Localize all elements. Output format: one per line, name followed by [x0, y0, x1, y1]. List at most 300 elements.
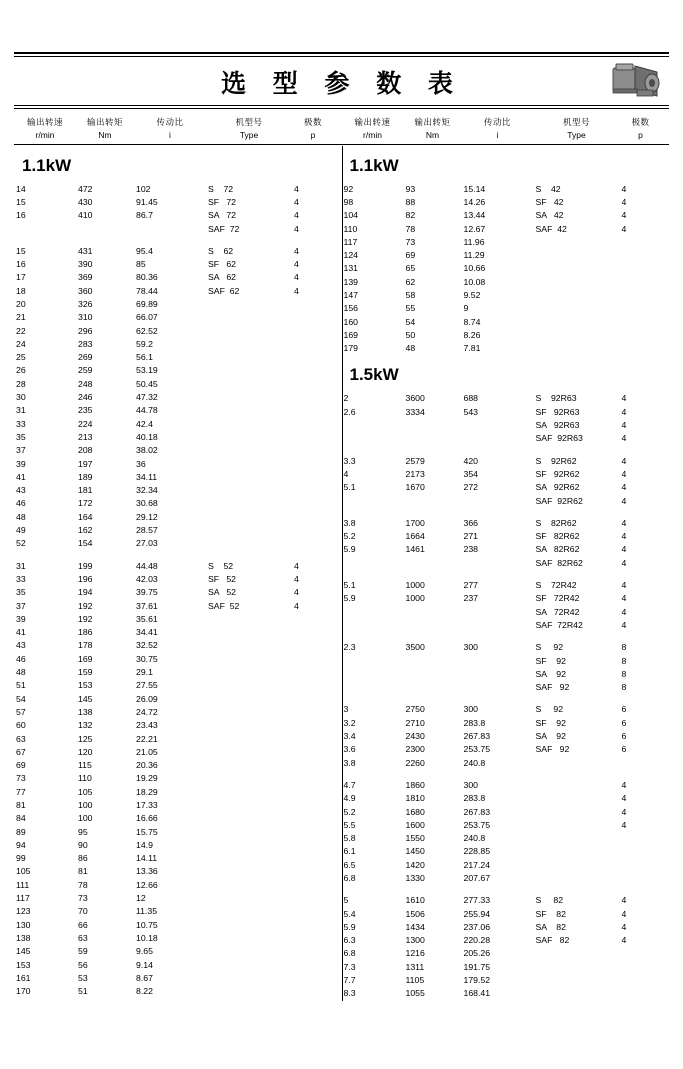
cell-type: [208, 959, 294, 972]
cell-type: [536, 276, 622, 289]
cell-ratio: 50.45: [136, 378, 158, 389]
cell-output-speed: 6.1: [343, 846, 356, 857]
cell-type: [208, 431, 294, 444]
header-output-torque-2: 输出转矩 Nm: [414, 118, 451, 141]
table-row: [344, 276, 664, 289]
cell-output-torque: 78: [405, 223, 416, 234]
cell-ratio: 21.05: [136, 746, 158, 757]
cell-ratio: 217.24: [463, 859, 491, 870]
table-row: [16, 183, 336, 196]
cell-ratio: 44.48: [136, 560, 158, 571]
cell-ratio: 179.52: [463, 975, 491, 986]
cell-output-speed: 16: [16, 210, 26, 221]
cell-poles: 4: [621, 921, 627, 932]
cell-ratio: 30.75: [136, 653, 158, 664]
cell-type: [208, 653, 294, 666]
cell-output-torque: [406, 495, 464, 508]
cell-ratio: 688: [463, 393, 478, 404]
cell-output-torque: 431: [78, 245, 93, 256]
cell-poles: [294, 786, 336, 799]
cell-output-torque: 93: [405, 183, 416, 194]
table-row: [16, 812, 336, 825]
cell-output-torque: 2260: [405, 757, 425, 768]
cell-poles: [294, 653, 336, 666]
cell-type: SAF 82R62: [535, 557, 583, 568]
cell-ratio: 86.7: [136, 210, 153, 221]
cell-ratio: 62.52: [136, 325, 158, 336]
cell-type: [536, 947, 622, 960]
table-row: [344, 289, 664, 302]
cell-output-torque: 1670: [405, 482, 425, 493]
cell-type: [208, 852, 294, 865]
cell-poles: 4: [621, 895, 627, 906]
cell-output-torque: 1311: [405, 961, 425, 972]
table-row: [16, 985, 336, 998]
cell-output-torque: 70: [78, 906, 88, 917]
cell-type: [208, 985, 294, 998]
cell-ratio: [464, 606, 536, 619]
cell-type: [536, 302, 622, 315]
cell-poles: 4: [621, 908, 627, 919]
cell-ratio: 10.18: [136, 932, 158, 943]
cell-type: [208, 719, 294, 732]
table-row: [16, 626, 336, 639]
table-body: [14, 146, 669, 1001]
cell-output-torque: 3500: [405, 642, 425, 653]
cell-output-torque: 197: [78, 458, 93, 469]
cell-output-torque: 192: [78, 613, 93, 624]
cell-output-torque: 326: [78, 299, 93, 309]
cell-ratio: 168.41: [463, 988, 491, 999]
cell-output-speed: 138: [16, 932, 31, 943]
cell-poles: [294, 693, 336, 706]
table-row: [344, 316, 664, 329]
cell-output-torque: 246: [78, 392, 93, 403]
cell-output-speed: 110: [343, 223, 358, 234]
cell-ratio: 30.68: [136, 498, 158, 509]
table-row: [16, 666, 336, 679]
cell-output-speed: 46: [16, 498, 26, 509]
table-row: [16, 945, 336, 958]
table-row: [344, 921, 664, 934]
cell-type: [208, 733, 294, 746]
table-row: [344, 579, 664, 592]
cell-output-speed: 104: [343, 210, 358, 221]
cell-output-speed: 67: [16, 746, 26, 757]
cell-ratio: 15.14: [463, 183, 486, 194]
cell-poles: 4: [621, 806, 627, 817]
cell-output-torque: 1680: [405, 806, 425, 817]
table-row: [16, 852, 336, 865]
cell-output-speed: 57: [16, 706, 26, 717]
cell-output-speed: 15: [16, 196, 26, 207]
cell-output-torque: 154: [78, 538, 93, 549]
cell-output-speed: 3.4: [343, 731, 356, 742]
table-row: [344, 329, 664, 342]
cell-type: [208, 511, 294, 524]
page-title: 选 型 参 数 表: [221, 69, 462, 98]
cell-output-torque: 82: [405, 210, 416, 221]
table-row: [16, 959, 336, 972]
cell-ratio: 102: [136, 183, 151, 194]
cell-ratio: 27.55: [136, 680, 158, 691]
power-rating-heading: 1.5kW: [349, 365, 399, 385]
cell-output-speed: [344, 432, 406, 445]
cell-output-torque: 1610: [405, 895, 425, 906]
cell-ratio: 22.21: [136, 733, 158, 744]
table-row: [344, 468, 664, 481]
cell-poles: 4: [621, 819, 627, 830]
column-headers-left: [14, 117, 342, 142]
group-spacer: [344, 446, 664, 455]
table-row: [344, 223, 664, 236]
table-row: [16, 311, 336, 324]
cell-output-torque: 59: [78, 946, 88, 957]
cell-type: S 92: [535, 704, 564, 715]
cell-ratio: 267.83: [463, 731, 491, 742]
cell-output-torque: 194: [78, 587, 93, 598]
cell-type: [208, 364, 294, 377]
spec-table: [16, 183, 336, 999]
header-type: 机型号 Type: [235, 118, 263, 141]
cell-ratio: 9.65: [136, 946, 153, 957]
cell-output-torque: [406, 432, 464, 445]
cell-output-speed: 73: [16, 773, 26, 784]
cell-output-speed: 49: [16, 525, 26, 536]
cell-poles: 4: [294, 272, 299, 283]
cell-output-torque: 58: [405, 290, 416, 300]
cell-ratio: 8.22: [136, 986, 153, 997]
cell-output-speed: 63: [16, 733, 26, 744]
cell-output-speed: 43: [16, 485, 26, 496]
cell-type: SAF 92R63: [535, 433, 583, 444]
cell-type: [208, 613, 294, 626]
cell-output-speed: [344, 495, 406, 508]
cell-output-torque: 81: [78, 866, 88, 877]
cell-output-speed: 5.1: [343, 482, 356, 493]
cell-output-speed: 22: [16, 325, 26, 336]
cell-ratio: [464, 557, 536, 570]
cell-poles: 4: [621, 482, 627, 493]
table-row: [344, 530, 664, 543]
cell-output-speed: 5.4: [343, 908, 356, 919]
cell-poles: [294, 852, 336, 865]
cell-poles: [622, 342, 664, 355]
cell-poles: [622, 316, 664, 329]
cell-poles: [294, 892, 336, 905]
cell-poles: [294, 879, 336, 892]
power-rating-heading: 1.1kW: [349, 155, 399, 175]
cell-output-torque: 472: [78, 183, 93, 194]
cell-type: SF 82: [535, 908, 566, 919]
cell-type: SA 92R63: [535, 420, 580, 431]
cell-ratio: 300: [463, 779, 478, 790]
cell-type: [208, 905, 294, 918]
cell-type: [208, 932, 294, 945]
cell-type: [208, 706, 294, 719]
cell-ratio: [464, 681, 536, 694]
cell-type: SF 82R62: [535, 531, 580, 542]
cell-output-speed: 105: [16, 866, 31, 877]
cell-output-torque: [406, 606, 464, 619]
cell-ratio: 85: [136, 259, 146, 270]
cell-poles: [622, 276, 664, 289]
cell-output-torque: 410: [78, 210, 93, 221]
table-row: [344, 236, 664, 249]
cell-ratio: [464, 655, 536, 668]
cell-output-speed: 15: [16, 245, 26, 256]
cell-poles: [294, 298, 336, 311]
cell-output-torque: 100: [78, 799, 93, 810]
cell-type: S 62: [208, 245, 234, 256]
cell-type: [208, 945, 294, 958]
cell-output-torque: 224: [78, 418, 93, 429]
cell-output-torque: 213: [78, 431, 93, 442]
cell-type: SF 92: [535, 655, 566, 666]
group-spacer: [344, 694, 664, 703]
cell-output-speed: 51: [16, 680, 26, 691]
cell-poles: [622, 947, 664, 960]
table-row: [16, 511, 336, 524]
cell-type: SF 92R62: [535, 468, 580, 479]
cell-output-torque: 1550: [405, 833, 425, 844]
cell-poles: [294, 311, 336, 324]
cell-poles: [622, 236, 664, 249]
cell-output-speed: 14: [16, 183, 26, 194]
cell-output-speed: 48: [16, 511, 26, 522]
cell-poles: 4: [621, 196, 627, 207]
cell-ratio: 13.44: [463, 210, 486, 221]
right-column: [342, 146, 670, 1001]
cell-output-speed: 28: [16, 378, 26, 389]
table-row: [344, 249, 664, 262]
cell-type: SF 72: [208, 196, 237, 207]
cell-output-speed: 2.3: [343, 642, 356, 653]
cell-output-speed: 5.9: [343, 921, 356, 932]
cell-type: [208, 311, 294, 324]
cell-poles: [294, 932, 336, 945]
cell-output-speed: 5.9: [343, 593, 356, 604]
group-spacer: [16, 236, 336, 245]
cell-poles: [622, 845, 664, 858]
cell-output-speed: 170: [16, 986, 31, 997]
cell-poles: [294, 959, 336, 972]
cell-ratio: 13.36: [136, 866, 158, 877]
cell-output-torque: 2300: [405, 744, 425, 755]
cell-ratio: 23.43: [136, 720, 158, 731]
cell-poles: 4: [621, 223, 627, 234]
cell-type: [536, 792, 622, 805]
cell-output-torque: 1600: [405, 819, 425, 830]
cell-type: [536, 329, 622, 342]
cell-poles: 4: [621, 468, 627, 479]
cell-ratio: 8.74: [463, 316, 481, 327]
cell-output-speed: 21: [16, 312, 26, 323]
header-type-2: 机型号 Type: [562, 118, 590, 141]
cell-type: SA 62: [208, 272, 237, 283]
table-row: [16, 799, 336, 812]
cell-ratio: 300: [463, 642, 478, 653]
cell-output-speed: 33: [16, 573, 26, 584]
cell-type: [208, 325, 294, 338]
header-poles: 极数 p: [303, 118, 322, 141]
table-row: [16, 892, 336, 905]
cell-ratio: 277: [463, 580, 478, 591]
cell-output-torque: 1330: [405, 872, 425, 883]
cell-ratio: 9.14: [136, 959, 153, 970]
cell-poles: [294, 613, 336, 626]
cell-type: S 82: [535, 895, 564, 906]
cell-ratio: 420: [463, 455, 478, 466]
cell-ratio: 255.94: [463, 908, 491, 919]
cell-output-torque: 132: [78, 720, 93, 731]
cell-type: [536, 987, 622, 1000]
cell-poles: 4: [621, 606, 627, 617]
cell-type: [536, 342, 622, 355]
cell-output-torque: 181: [78, 485, 93, 496]
cell-output-speed: 6.5: [343, 859, 356, 870]
cell-type: S 92R62: [535, 455, 577, 466]
cell-output-speed: 26: [16, 365, 26, 376]
cell-poles: 6: [621, 704, 627, 715]
cell-output-speed: 3.8: [343, 757, 356, 768]
cell-poles: 4: [294, 245, 299, 256]
cell-ratio: 32.52: [136, 640, 158, 651]
cell-output-torque: 1105: [405, 975, 425, 986]
cell-output-torque: 86: [78, 853, 88, 864]
cell-poles: 4: [621, 593, 627, 604]
cell-poles: [294, 325, 336, 338]
cell-poles: [294, 458, 336, 471]
cell-poles: 4: [294, 600, 299, 611]
cell-output-torque: [78, 223, 136, 236]
cell-poles: [294, 759, 336, 772]
cell-output-torque: 50: [405, 329, 416, 340]
cell-output-torque: 159: [78, 667, 93, 678]
cell-output-torque: 196: [78, 573, 93, 584]
table-row: [16, 537, 336, 550]
table-row: [16, 972, 336, 985]
cell-output-speed: 81: [16, 799, 26, 810]
cell-output-torque: 2750: [405, 704, 425, 715]
table-row: [16, 639, 336, 652]
cell-ratio: 20.36: [136, 760, 158, 771]
table-row: [16, 879, 336, 892]
table-row: [344, 196, 664, 209]
cell-output-torque: [406, 419, 464, 432]
cell-ratio: 237.06: [463, 921, 491, 932]
cell-output-torque: 269: [78, 352, 93, 363]
cell-type: [208, 537, 294, 550]
cell-output-torque: 2710: [405, 717, 425, 728]
cell-poles: [294, 639, 336, 652]
cell-type: SF 52: [208, 573, 237, 584]
cell-output-torque: 65: [405, 263, 416, 274]
cell-output-torque: [406, 557, 464, 570]
table-row: [16, 719, 336, 732]
cell-output-speed: 6.8: [343, 948, 356, 959]
table-row: [16, 364, 336, 377]
header-output-speed: 输出转速 r/min: [26, 118, 63, 141]
table-column-headers: [14, 117, 669, 142]
cell-output-speed: 31: [16, 405, 26, 416]
cell-ratio: 191.75: [463, 961, 491, 972]
cell-ratio: 40.18: [136, 431, 158, 442]
cell-output-torque: 430: [78, 196, 93, 207]
cell-output-torque: 235: [78, 405, 93, 416]
cell-poles: [294, 812, 336, 825]
cell-output-speed: 94: [16, 839, 26, 850]
cell-type: SF 92: [535, 717, 566, 728]
cell-output-speed: 3.8: [343, 517, 356, 528]
cell-output-torque: [406, 655, 464, 668]
table-row: [16, 458, 336, 471]
cell-output-torque: 115: [78, 760, 92, 771]
cell-ratio: 36: [136, 458, 146, 469]
gear-motor-icon: [611, 60, 667, 102]
cell-ratio: 28.57: [136, 525, 158, 536]
cell-ratio: 78.44: [136, 285, 158, 296]
cell-poles: 4: [294, 210, 299, 221]
cell-output-speed: 3.6: [343, 744, 356, 755]
cell-poles: [294, 945, 336, 958]
cell-poles: 4: [621, 544, 627, 555]
table-row: [16, 338, 336, 351]
table-row: [344, 757, 664, 770]
table-row: [16, 613, 336, 626]
header-ratio: 传动比 i: [156, 118, 184, 141]
group-spacer: [344, 885, 664, 894]
cell-type: SAF 92: [535, 744, 570, 755]
table-row: [344, 302, 664, 315]
cell-ratio: 69.89: [136, 299, 158, 309]
table-row: [344, 432, 664, 445]
cell-output-torque: 172: [78, 498, 93, 509]
table-row: [344, 872, 664, 885]
cell-output-speed: 54: [16, 693, 26, 704]
table-row: [16, 839, 336, 852]
cell-poles: [622, 757, 664, 770]
cell-poles: 4: [621, 183, 627, 194]
cell-output-torque: 105: [78, 786, 93, 797]
cell-output-torque: 208: [78, 445, 93, 456]
cell-type: [536, 872, 622, 885]
cell-ratio: 14.26: [463, 196, 486, 207]
cell-type: SA 72R42: [535, 606, 580, 617]
table-row: [344, 730, 664, 743]
cell-output-torque: [406, 619, 464, 632]
cell-ratio: 15.75: [136, 826, 158, 837]
cell-type: SAF 52: [208, 600, 240, 611]
cell-output-torque: 1216: [405, 948, 425, 959]
cell-output-speed: 25: [16, 352, 26, 363]
cell-type: SA 92: [535, 731, 566, 742]
cell-output-speed: 124: [343, 250, 358, 261]
cell-type: SF 62: [208, 259, 237, 270]
cell-output-torque: 189: [78, 471, 93, 482]
table-row: [16, 325, 336, 338]
cell-output-torque: 1461: [405, 544, 425, 555]
cell-output-torque: 310: [78, 312, 93, 323]
table-row: [16, 418, 336, 431]
table-row: [16, 653, 336, 666]
cell-poles: 8: [621, 642, 627, 653]
cell-type: [536, 819, 622, 832]
cell-output-speed: 31: [16, 560, 26, 571]
cell-ratio: 14.11: [136, 853, 158, 864]
table-row: [344, 592, 664, 605]
cell-output-torque: 186: [78, 627, 93, 638]
